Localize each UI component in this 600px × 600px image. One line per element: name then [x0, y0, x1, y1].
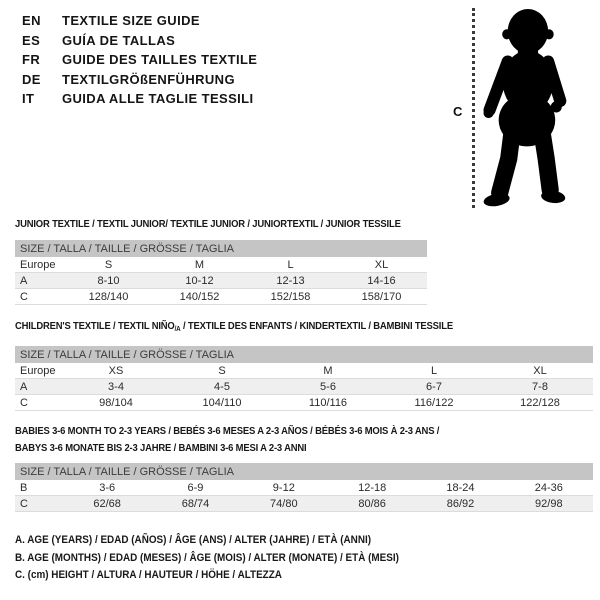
row-label: A — [20, 380, 28, 393]
table-cell: 3-4 — [108, 380, 124, 393]
children-title-sub: /A — [174, 326, 181, 333]
language-code: ES — [22, 32, 41, 48]
babies-title-line2: BABYS 3-6 MONATE BIS 2-3 JAHRE / BAMBINI 3-6 MESI A 2-3 ANNI — [15, 441, 307, 454]
table-cell: M — [194, 258, 205, 271]
table-row — [15, 496, 593, 512]
size-header-bar — [15, 463, 593, 480]
language-label: GUIDA ALLE TAGLIE TESSILI — [62, 91, 254, 106]
table-cell: 62/68 — [93, 497, 121, 510]
table-cell: 128/140 — [88, 290, 129, 303]
table-cell: 80/86 — [358, 497, 386, 510]
table-cell: 74/80 — [270, 497, 298, 510]
table-cell: 8-10 — [97, 274, 120, 287]
table-cell: 98/104 — [99, 396, 133, 409]
language-label: TEXTILE SIZE GUIDE — [62, 13, 200, 28]
language-code: FR — [22, 52, 41, 67]
language-label: GUIDE DES TAILLES TEXTILE — [62, 52, 258, 67]
children-table — [15, 346, 593, 411]
table-cell: 6-7 — [426, 380, 442, 393]
children-title — [15, 320, 502, 333]
table-row — [15, 289, 427, 305]
language-label: TEXTILGRÖßENFÜHRUNG — [62, 71, 235, 87]
babies-table — [15, 463, 593, 512]
table-cell: 12-18 — [358, 481, 387, 494]
table-cell: M — [323, 364, 333, 377]
table-row — [15, 379, 593, 395]
table-cell: 6-9 — [187, 481, 204, 494]
children-table-rows — [15, 363, 593, 411]
table-cell: 116/122 — [414, 396, 454, 409]
children-title-text — [15, 320, 453, 333]
table-cell: S — [104, 258, 113, 271]
table-cell: 14-16 — [367, 274, 396, 287]
height-dotted-line — [472, 8, 475, 208]
footnotes — [15, 532, 442, 585]
row-label: C — [20, 396, 28, 409]
table-cell: 104/110 — [202, 396, 242, 409]
table-cell: 92/98 — [535, 497, 563, 510]
table-cell: XL — [374, 258, 389, 271]
table-cell: 7-8 — [532, 380, 548, 393]
table-cell: 5-6 — [320, 380, 336, 393]
children-title-pre: CHILDREN'S TEXTILE / TEXTIL NIÑO — [15, 320, 175, 332]
table-cell: S — [218, 364, 226, 377]
baby-silhouette-icon — [482, 7, 584, 209]
language-list — [22, 11, 257, 109]
language-code: IT — [22, 91, 35, 106]
junior-table-rows — [15, 257, 427, 305]
table-row — [15, 480, 593, 496]
row-label: B — [20, 481, 28, 494]
language-label: GUÍA DE TALLAS — [62, 32, 176, 48]
row-label: C — [20, 497, 28, 510]
table-row — [15, 363, 593, 379]
language-row — [22, 89, 257, 109]
babies-title — [15, 423, 486, 456]
language-row — [22, 31, 257, 51]
table-cell: 10-12 — [185, 274, 214, 287]
language-row — [22, 50, 257, 70]
table-cell: 68/74 — [181, 497, 210, 510]
row-label: Europe — [20, 364, 56, 377]
size-header-label: SIZE / TALLA / TAILLE / GRÖSSE / TAGLIA — [20, 348, 234, 361]
row-label: Europe — [20, 258, 56, 271]
table-row — [15, 395, 593, 411]
table-cell: L — [430, 364, 438, 377]
table-cell: XL — [533, 364, 547, 377]
size-header-bar — [15, 240, 427, 257]
footnote-line: B. AGE (MONTHS) / EDAD (MESES) / ÂGE (MOIS) / ALTER (MONATE) / ETÀ (MESI) — [15, 551, 399, 564]
table-cell: 140/152 — [179, 290, 220, 303]
footnote-line: A. AGE (YEARS) / EDAD (AÑOS) / ÂGE (ANS) / ALTER (JAHRE) / ETÀ (ANNI) — [15, 534, 372, 546]
footnote-line: C. (cm) HEIGHT / ALTURA / HAUTEUR / HÖHE / ALTEZZA — [15, 569, 282, 581]
size-header-label: SIZE / TALLA / TAILLE / GRÖSSE / TAGLIA — [20, 242, 234, 255]
babies-table-rows — [15, 480, 593, 512]
table-cell: 122/128 — [520, 396, 560, 409]
table-cell: 4-5 — [214, 380, 230, 393]
children-title-post: / TEXTILE DES ENFANTS / KINDERTEXTIL / BAMBINI TESSILE — [180, 320, 453, 332]
table-row — [15, 273, 427, 289]
table-cell: XS — [108, 364, 124, 377]
table-cell: 3-6 — [99, 481, 116, 494]
size-header-label: SIZE / TALLA / TAILLE / GRÖSSE / TAGLIA — [20, 465, 234, 478]
row-label: C — [20, 290, 28, 303]
table-row — [15, 257, 427, 273]
size-header-bar — [15, 346, 593, 363]
babies-title-line1: BABIES 3-6 MONTH TO 2-3 YEARS / BEBÉS 3-6 MESES A 2-3 AÑOS / BÉBÉS 3-6 MOIS À 2-3 ANS / — [15, 425, 440, 437]
language-row — [22, 70, 257, 90]
table-cell: 158/170 — [361, 290, 402, 303]
junior-table — [15, 240, 427, 305]
table-cell: 9-12 — [272, 481, 295, 494]
table-cell: L — [287, 258, 294, 271]
language-code: DE — [22, 71, 41, 87]
row-label: A — [20, 274, 28, 287]
junior-title — [15, 218, 444, 230]
language-row — [22, 11, 257, 31]
table-cell: 86/92 — [446, 497, 475, 510]
height-label: C — [453, 104, 463, 119]
junior-title-text: JUNIOR TEXTILE / TEXTIL JUNIOR/ TEXTILE JUNIOR / JUNIORTEXTIL / JUNIOR TESSILE — [15, 218, 401, 230]
table-cell: 24-36 — [534, 481, 563, 494]
table-cell: 110/116 — [308, 396, 348, 409]
table-cell: 18-24 — [446, 481, 475, 494]
language-code: EN — [22, 13, 41, 28]
table-cell: 152/158 — [270, 290, 311, 303]
table-cell: 12-13 — [276, 274, 305, 287]
